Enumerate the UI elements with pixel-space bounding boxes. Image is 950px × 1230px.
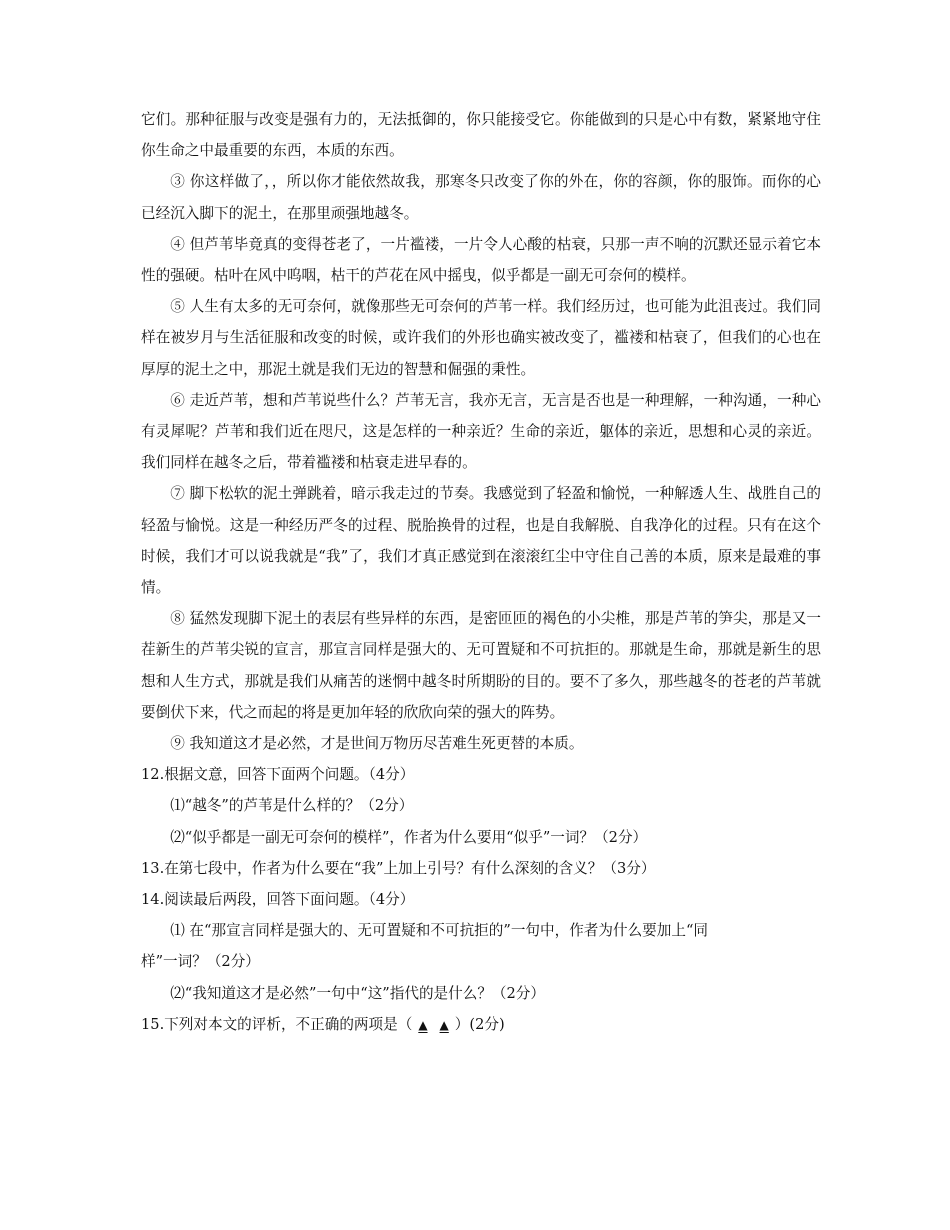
question-15-score: ）(2分) — [454, 1015, 505, 1033]
question-12-1: ⑴“越冬”的芦苇是什么样的？（2分） — [170, 797, 414, 815]
question-14-1-line-2: 样”一词？（2分） — [141, 953, 260, 971]
question-14: 14.阅读最后两段，回答下面问题。（4分） — [141, 891, 415, 909]
question-15-text: 15.下列对本文的评析，不正确的两项是（ — [141, 1015, 413, 1033]
document-page — [141, 104, 821, 1041]
passage-paragraph-5: ⑤ 人生有太多的无可奈何，就像那些无可奈何的芦苇一样。我们经历过，也可能为此沮丧过。我们同样在被岁月与生活征服和改变的时候，或许我们的外形也确实被改变了，褴褛和枯衰了，但我们的心也在厚厚的泥土之中，那泥土就是我们无边的智慧和倔强的秉性。 — [141, 298, 821, 378]
question-14-2: ⑵“我知道这才是必然”一句中“这”指代的是什么？（2分） — [170, 984, 545, 1002]
passage-paragraph-7: ⑦ 脚下松软的泥土弹跳着，暗示我走过的节奏。我感觉到了轻盈和愉悦，一种解透人生、战胜自己的轻盈与愉悦。这是一种经历严冬的过程、脱胎换骨的过程，也是自我解脱、自我净化的过程。只有在这个时候，我们才可以说我就是“我”了，我们才真正感觉到在滚滚红尘中守住自己善的本质，原来是最难的事情。 — [141, 485, 821, 597]
passage-paragraph-9: ⑨ 我知道这才是必然，才是世间万物历尽苦难生死更替的本质。 — [170, 735, 584, 753]
triangle-icon: ▲ — [439, 1017, 449, 1032]
answer-blank-2[interactable] — [434, 1009, 455, 1041]
passage-paragraph-continued: 它们。那种征服与改变是强有力的，无法抵御的，你只能接受它。你能做到的只是心中有数，紧紧地守住你生命之中最重要的东西，本质的东西。 — [141, 111, 821, 160]
question-15 — [141, 1009, 821, 1041]
passage-paragraph-4: ④ 但芦苇毕竟真的变得苍老了，一片褴褛，一片令人心酸的枯衰，只那一声不响的沉默还显示着它本性的强硬。枯叶在风中呜咽，枯干的芦花在风中摇曳，似乎都是一副无可奈何的模样。 — [141, 235, 821, 285]
question-12: 12.根据文意，回答下面两个问题。（4分） — [141, 766, 415, 784]
passage-paragraph-6: ⑥ 走近芦苇，想和芦苇说些什么？芦苇无言，我亦无言，无言是否也是一种理解，一种沟通，一种心有灵犀呢？芦苇和我们近在咫尺，这是怎样的一种亲近？生命的亲近，躯体的亲近，思想和心灵的亲近。我们同样在越冬之后，带着褴褛和枯衰走进早春的。 — [141, 391, 821, 472]
question-12-2: ⑵“似乎都是一副无可奈何的模样”，作者为什么要用“似乎”一词？（2分） — [170, 828, 648, 846]
question-13: 13.在第七段中，作者为什么要在“我”上加上引号？有什么深刻的含义？（3分） — [141, 859, 656, 877]
passage-paragraph-8: ⑧ 猛然发现脚下泥土的表层有些异样的东西，是密匝匝的褐色的小尖椎，那是芦苇的笋尖，那是又一茬新生的芦苇尖锐的宣言，那宣言同样是强大的、无可置疑和不可抗拒的。那就是生命，那就是新生的思想和人生方式，那就是我们从痛苦的迷惘中越冬时所期盼的目的。要不了多久，那些越冬的苍老的芦苇就要倒伏下来，代之而起的将是更加年轻的欣欣向荣的强大的阵势。 — [141, 610, 821, 721]
question-14-1 — [141, 915, 821, 977]
triangle-icon: ▲ — [418, 1017, 428, 1032]
question-14-1-line-1: ⑴ 在“那宣言同样是强大的、无可置疑和不可抗拒的”一句中，作者为什么要加上“同 — [170, 922, 708, 940]
passage-paragraph-3: ③ 你这样做了，，所以你才能依然故我，那寒冬只改变了你的外在，你的容颜，你的服饰。而你的心已经沉入脚下的泥土，在那里顽强地越冬。 — [141, 173, 821, 222]
answer-blank-1[interactable] — [412, 1009, 433, 1041]
